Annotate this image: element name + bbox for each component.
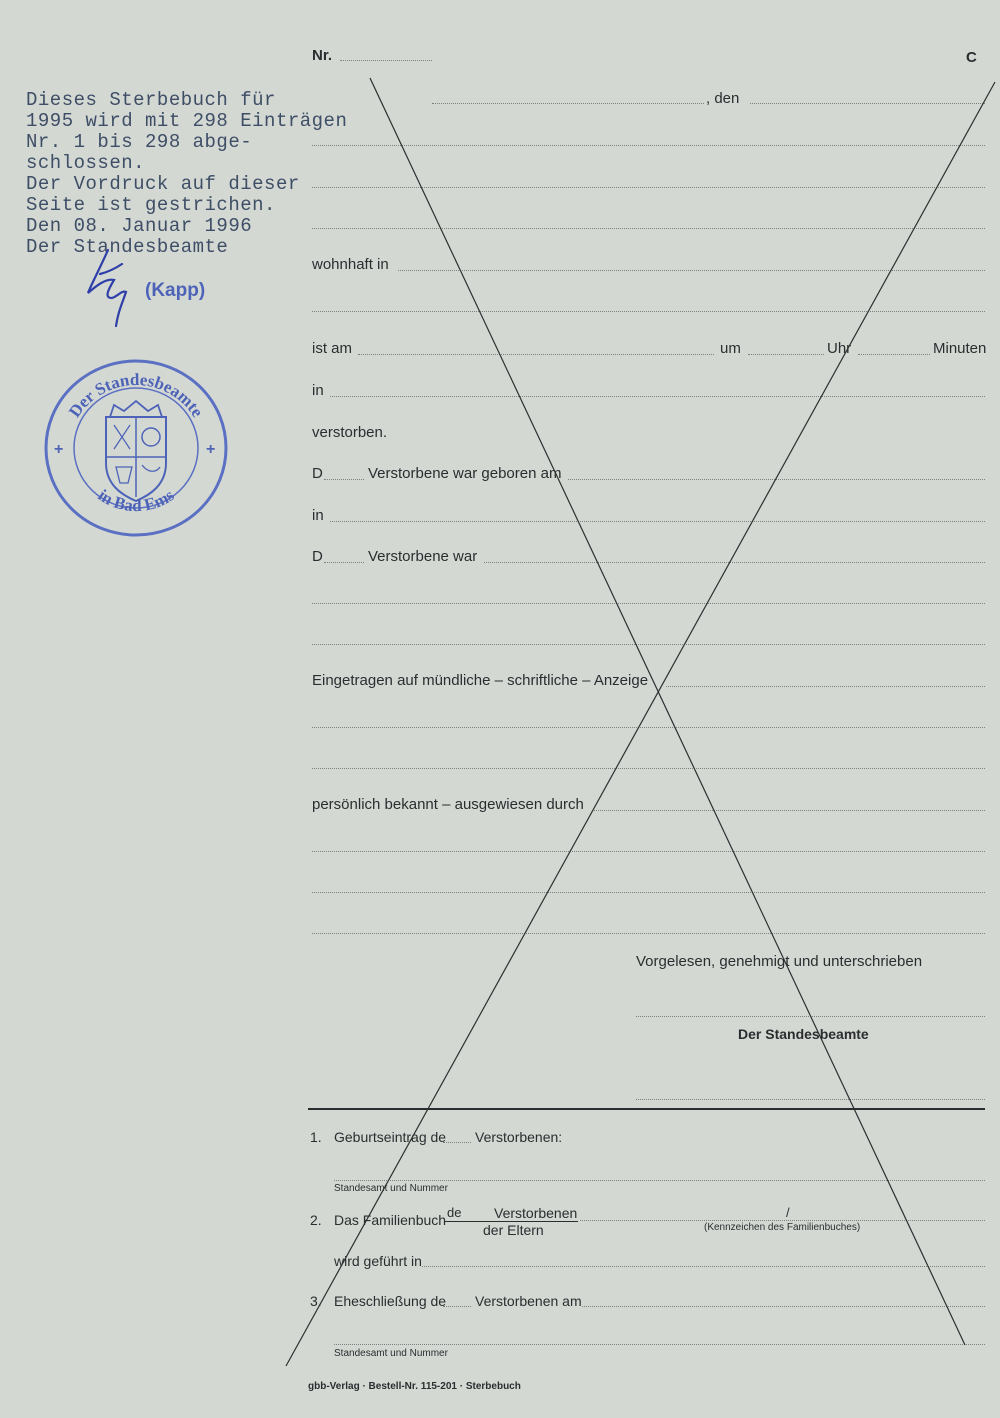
- minuten-label: Minuten: [933, 340, 987, 357]
- nr-label: Nr.: [312, 47, 333, 64]
- svg-text:+: +: [54, 441, 64, 458]
- in-label-1: in: [312, 382, 324, 399]
- svg-text:+: +: [206, 441, 216, 458]
- eltern-option: der Eltern: [483, 1222, 544, 1238]
- cross-stroke-left: [370, 78, 965, 1345]
- verstorbenen-am-label: Verstorbenen am: [475, 1293, 582, 1309]
- note-line: Der Standesbeamte: [26, 236, 229, 258]
- note-line: 1995 wird mit 298 Einträgen: [26, 110, 348, 132]
- eingetragen-label: Eingetragen auf mündliche – schriftliche – Anzeige: [312, 672, 649, 689]
- item-3-number: 3.: [310, 1293, 322, 1309]
- verstorben-label: verstorben.: [312, 424, 388, 441]
- signature-name: (Kapp): [145, 280, 206, 301]
- note-line: Seite ist gestrichen.: [26, 194, 276, 216]
- in-label-2: in: [312, 507, 324, 524]
- vorgelesen-label: Vorgelesen, genehmigt und unterschrieben: [636, 953, 923, 970]
- wohnhaft-label: wohnhaft in: [312, 256, 389, 273]
- note-line: schlossen.: [26, 152, 146, 174]
- publisher-line: gbb-Verlag · Bestell-Nr. 115-201 · Sterbebuch: [308, 1381, 521, 1392]
- bekannt-label: persönlich bekannt – ausgewiesen durch: [312, 796, 584, 813]
- standesbeamte-label: Der Standesbeamte: [738, 1026, 869, 1042]
- stamp-bottom-text: in Bad Ems: [94, 485, 178, 516]
- den-label: , den: [706, 90, 740, 107]
- d-label-2: D: [312, 548, 323, 565]
- note-line: Den 08. Januar 1996: [26, 215, 253, 237]
- verstorbenen-option: Verstorbenen: [494, 1205, 578, 1221]
- kennzeichen-caption: (Kennzeichen des Familienbuches): [704, 1222, 861, 1233]
- verstorbenen-label-1: Verstorbenen:: [475, 1129, 563, 1145]
- um-label: um: [720, 340, 741, 357]
- d-label-1: D: [312, 465, 323, 482]
- uhr-label: Uhr: [827, 340, 852, 357]
- ist-am-label: ist am: [312, 340, 353, 357]
- slash-separator: /: [786, 1205, 790, 1220]
- de-label: de: [447, 1205, 462, 1220]
- stamp-top-text: Der Standesbeamte: [64, 369, 208, 421]
- note-line: Dieses Sterbebuch für: [26, 89, 276, 111]
- verstorbene-war-label: Verstorbene war: [368, 548, 478, 565]
- note-line: Nr. 1 bis 298 abge-: [26, 131, 253, 153]
- geburtseintrag-label: Geburtseintrag de: [334, 1129, 447, 1145]
- geboren-label: Verstorbene war geboren am: [368, 465, 562, 482]
- standesamt-caption-1: Standesamt und Nummer: [334, 1183, 448, 1194]
- item-1-number: 1.: [310, 1129, 322, 1145]
- note-line: Der Vordruck auf dieser: [26, 173, 300, 195]
- gefuehrt-label: wird geführt in: [334, 1253, 422, 1269]
- item-2-number: 2.: [310, 1212, 322, 1228]
- familienbuch-label: Das Familienbuch: [334, 1212, 447, 1228]
- standesamt-caption-2: Standesamt und Nummer: [334, 1348, 448, 1359]
- eheschliessung-label: Eheschließung de: [334, 1293, 447, 1309]
- cross-stroke-right: [286, 82, 995, 1366]
- form-letter: C: [966, 49, 977, 66]
